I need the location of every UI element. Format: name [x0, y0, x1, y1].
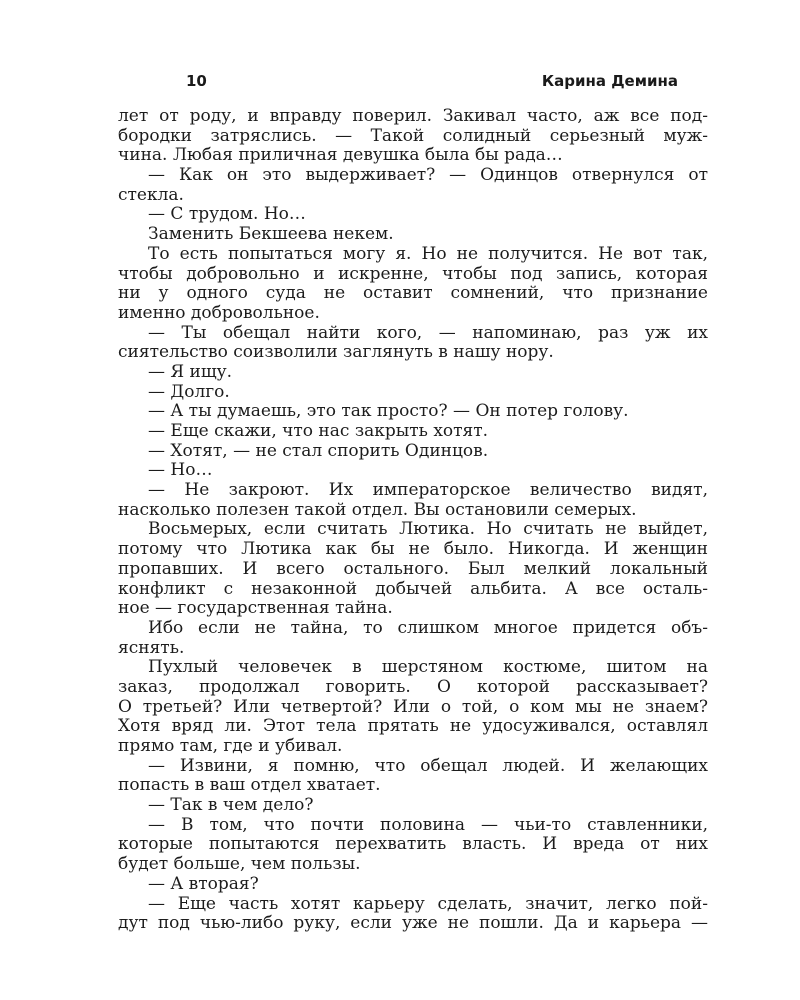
text-line: пропавших. И всего остального. Был мелкий локальный: [118, 559, 708, 579]
text-line: — Я ищу.: [148, 362, 233, 382]
text-line: Хотя вряд ли. Этот тела прятать не удосуживался, оставлял: [118, 717, 708, 737]
text-line: яснять.: [118, 638, 185, 658]
text-line: — В том, что почти половина — чьи-то ставленники,: [148, 815, 708, 835]
text-line: сиятельство соизволили заглянуть в нашу нору.: [118, 343, 554, 363]
text-line: — Так в чем дело?: [148, 796, 314, 816]
text-line: — Еще скажи, что нас закрыть хотят.: [148, 422, 489, 441]
text-line: — Как он это выдерживает? — Одинцов отвернулся от: [148, 166, 708, 186]
text-line: потому что Лютика как бы не было. Никогда. И женщин: [118, 540, 708, 560]
text-line: Пухлый человечек в шерстяном костюме, шитом на: [148, 658, 708, 678]
page-number: 10: [186, 72, 207, 90]
text-line: То есть попытаться могу я. Но не получится. Не вот так,: [148, 244, 708, 264]
body-text: [118, 107, 708, 934]
text-line: — Еще часть хотят карьеру сделать, значит, легко пой-: [148, 894, 708, 914]
text-line: чина. Любая приличная девушка была бы рада…: [118, 146, 563, 166]
text-line: лет от роду, и вправду поверил. Закивал часто, аж все под-: [118, 107, 708, 126]
text-line: будет больше, чем пользы.: [118, 855, 361, 875]
text-line: — Ты обещал найти кого, — напоминаю, раз уж их: [148, 323, 708, 343]
text-line: насколько полезен такой отдел. Вы остановили семерых.: [118, 500, 637, 520]
text-line: О третьей? Или четвертой? Или о той, о ком мы не знаем?: [118, 697, 708, 717]
text-line: ни у одного суда не оставит сомнений, что признание: [118, 284, 708, 304]
text-line: — Не закроют. Их императорское величество видят,: [148, 481, 708, 501]
text-line: бородки затряслись. — Такой солидный серьезный муж-: [118, 126, 708, 146]
text-line: заказ, продолжал говорить. О которой рассказывает?: [118, 677, 708, 697]
text-line: Ибо если не тайна, то слишком многое придется объ-: [148, 618, 708, 638]
text-line: которые попытаются перехватить власть. И вреда от них: [118, 835, 708, 855]
text-line: Восьмерых, если считать Лютика. Но считать не выйдет,: [148, 520, 708, 540]
text-line: — С трудом. Но…: [148, 205, 306, 225]
text-line: Заменить Бекшеева некем.: [148, 225, 394, 245]
running-head: [118, 72, 708, 92]
text-line: — Хотят, — не стал спорить Одинцов.: [148, 441, 489, 461]
text-line: чтобы добровольно и искренне, чтобы под запись, которая: [118, 264, 708, 284]
text-line: именно добровольное.: [118, 303, 320, 323]
text-line: ное — государственная тайна.: [118, 599, 393, 619]
text-line: — Но…: [148, 461, 213, 481]
text-line: — А вторая?: [148, 874, 259, 894]
text-line: конфликт с незаконной добычей альбита. А все осталь-: [118, 579, 708, 599]
running-head-author: Карина Демина: [541, 72, 678, 90]
text-line: дут под чью-либо руку, если уже не пошли. Да и карьера —: [118, 914, 708, 934]
text-line: — Извини, я помню, что обещал людей. И желающих: [148, 756, 708, 776]
text-line: — Долго.: [148, 382, 230, 402]
text-line: попасть в ваш отдел хватает.: [118, 776, 381, 796]
text-line: прямо там, где и убивал.: [118, 737, 343, 756]
text-line: стекла.: [118, 185, 184, 205]
text-line: — А ты думаешь, это так просто? — Он потер голову.: [148, 402, 629, 422]
